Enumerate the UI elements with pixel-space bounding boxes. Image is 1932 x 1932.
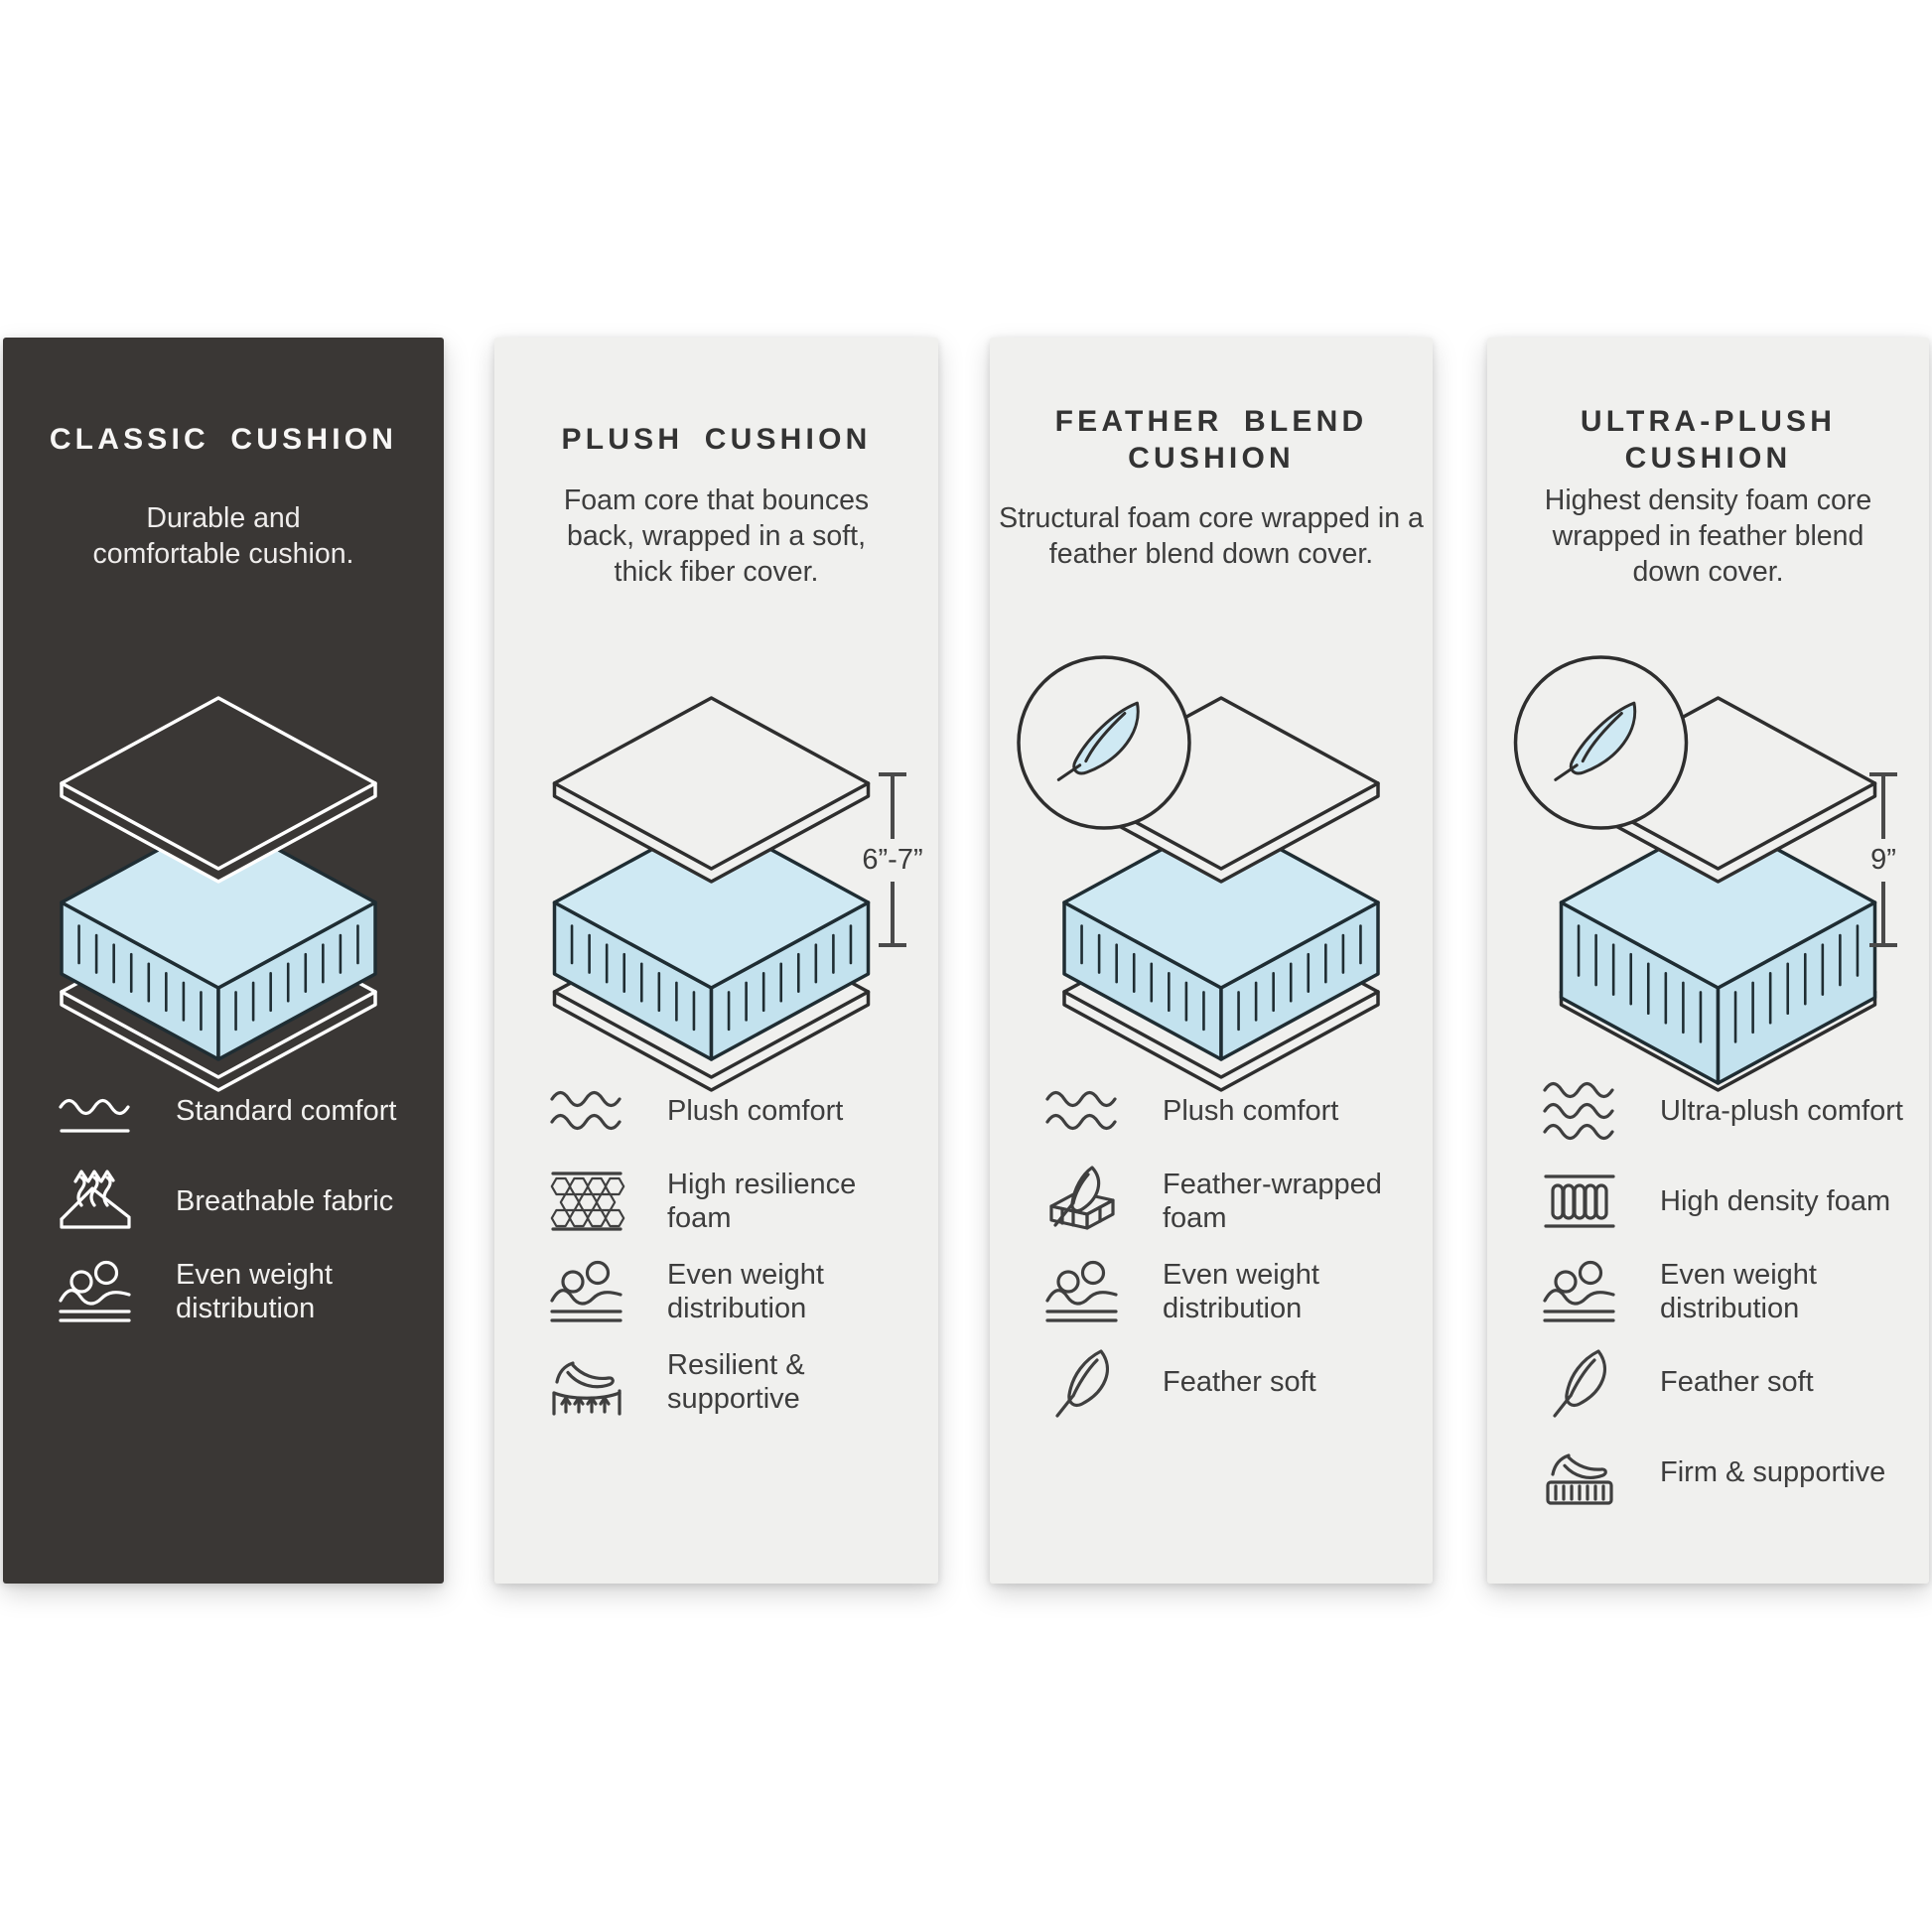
panel-description-wrap (543, 477, 891, 596)
feature-item (544, 1341, 912, 1423)
feature-label: Feather soft (1163, 1366, 1316, 1398)
feature-label: Plush comfort (1163, 1095, 1339, 1127)
panel-title: FEATHER BLEND CUSHION (1054, 404, 1368, 475)
feature-list (494, 1070, 938, 1423)
cushion-stack-graphic (3, 671, 444, 1108)
panel-description-wrap (1521, 477, 1896, 596)
feather-foam-icon (1039, 1162, 1125, 1241)
feature-label: High resilience foam (667, 1169, 857, 1234)
firm-icon (1537, 1433, 1622, 1512)
dimension-label: 6”-7” (862, 843, 923, 876)
cushion-stack-graphic (494, 671, 938, 1108)
thickness-dimension (1863, 772, 1903, 947)
resilient-icon (544, 1342, 629, 1422)
feature-label: Feather-wrapped foam (1163, 1169, 1382, 1234)
panel-description: Durable and comfortable cushion. (92, 502, 354, 570)
thickness-dimension (862, 772, 923, 947)
even-weight-icon (53, 1252, 138, 1331)
feature-item (1537, 1432, 1903, 1513)
panel-description-wrap (997, 477, 1426, 596)
feature-label: Breathable fabric (176, 1185, 394, 1217)
feature-item (53, 1070, 418, 1152)
even-weight-icon (1537, 1252, 1622, 1331)
high-density-icon (1537, 1162, 1622, 1241)
feature-item (1537, 1070, 1903, 1152)
dimension-line-top (891, 776, 895, 839)
wave-double-icon (544, 1071, 629, 1151)
cushion-stack-graphic (990, 671, 1433, 1108)
feature-label: Even weight distribution (667, 1259, 824, 1324)
dimension-cap-bottom (1869, 943, 1897, 947)
feature-list (990, 1070, 1433, 1423)
feature-item (1537, 1161, 1903, 1242)
dimension-line-bottom (1881, 882, 1885, 944)
honeycomb-icon (544, 1162, 629, 1241)
panel-description: Structural foam core wrapped in a feather blend down cover. (999, 502, 1424, 570)
dimension-cap-bottom (879, 943, 906, 947)
feature-label: High density foam (1660, 1185, 1891, 1217)
feature-label: Even weight distribution (1660, 1259, 1817, 1324)
feature-label: Resilient & supportive (667, 1349, 805, 1415)
feature-label: Standard comfort (176, 1095, 397, 1127)
feature-list (3, 1070, 444, 1332)
dimension-line-top (1881, 776, 1885, 839)
breathable-icon (53, 1162, 138, 1241)
cushion-layers-illustration (990, 671, 1433, 1108)
feature-item (1039, 1341, 1407, 1423)
dimension-line-bottom (891, 882, 895, 944)
panel-description: Foam core that bounces back, wrapped in a soft, thick fiber cover. (563, 484, 870, 588)
cushion-layers-illustration (3, 671, 444, 1108)
feature-item (1537, 1251, 1903, 1332)
feature-label: Feather soft (1660, 1366, 1814, 1398)
panel-title: PLUSH CUSHION (561, 423, 872, 457)
panel-feather-blend-cushion (990, 338, 1433, 1584)
wave-triple-icon (1537, 1071, 1622, 1151)
panel-title: ULTRA-PLUSH CUSHION (1580, 404, 1837, 475)
feature-label: Plush comfort (667, 1095, 844, 1127)
feature-label: Ultra-plush comfort (1660, 1095, 1903, 1127)
feature-item (53, 1251, 418, 1332)
feather-icon (1537, 1342, 1622, 1422)
wave-double-icon (1039, 1071, 1125, 1151)
feather-icon (1039, 1342, 1125, 1422)
panel-title: CLASSIC CUSHION (49, 423, 398, 457)
dimension-label: 9” (1870, 843, 1896, 876)
panel-classic-cushion (3, 338, 444, 1584)
panel-ultra-plush-cushion (1487, 338, 1929, 1584)
feature-item (53, 1161, 418, 1242)
panel-description: Highest density foam core wrapped in feather blend down cover. (1544, 484, 1872, 588)
even-weight-icon (544, 1252, 629, 1331)
feature-item (1039, 1251, 1407, 1332)
cushion-layers-illustration (494, 671, 938, 1108)
feature-label: Even weight distribution (176, 1259, 333, 1324)
feature-list (1487, 1070, 1929, 1513)
feature-item (544, 1251, 912, 1332)
panel-description-wrap (84, 477, 362, 596)
wave-single-icon (53, 1071, 138, 1151)
feature-item (1537, 1341, 1903, 1423)
cushion-layers-illustration (1487, 671, 1929, 1108)
feature-label: Firm & supportive (1660, 1456, 1886, 1488)
feature-item (544, 1161, 912, 1242)
feature-item (544, 1070, 912, 1152)
feature-item (1039, 1161, 1407, 1242)
feature-item (1039, 1070, 1407, 1152)
feature-label: Even weight distribution (1163, 1259, 1319, 1324)
panel-plush-cushion (494, 338, 938, 1584)
even-weight-icon (1039, 1252, 1125, 1331)
